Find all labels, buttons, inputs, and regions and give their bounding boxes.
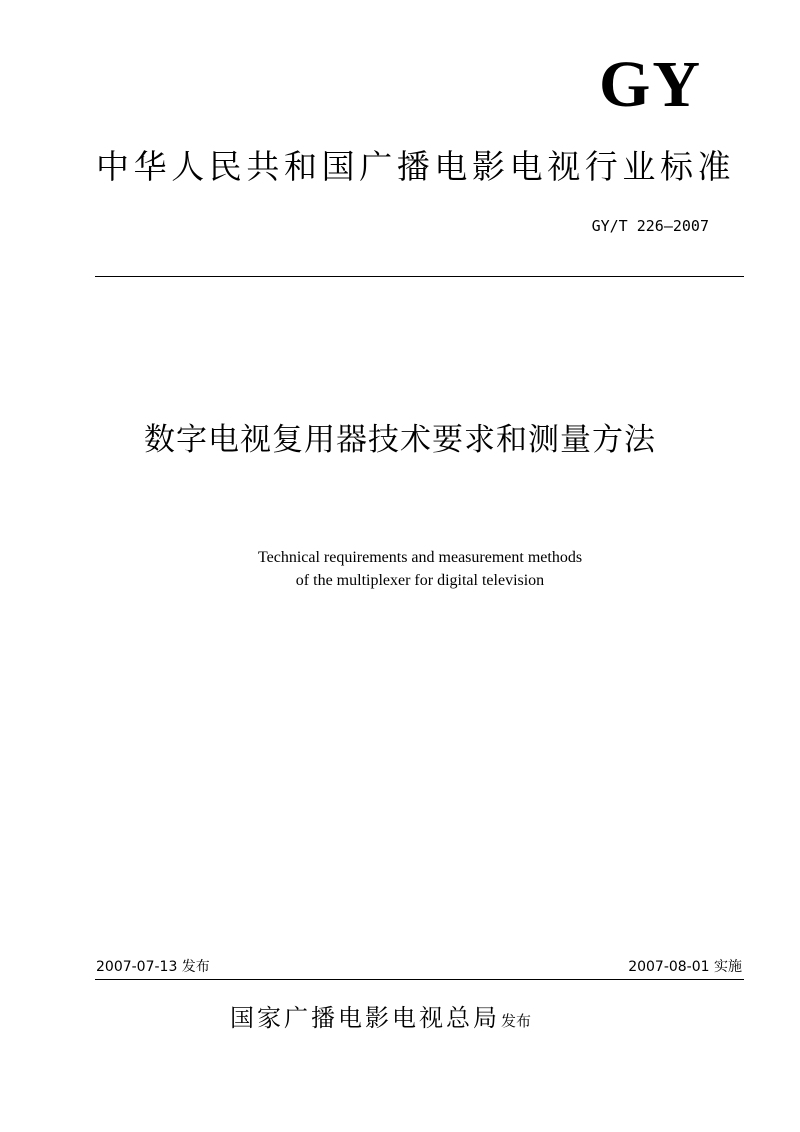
publisher-name: 国家广播电影电视总局 (230, 1004, 500, 1032)
gy-logo: GY (599, 48, 702, 121)
publisher-suffix: 发布 (501, 1012, 532, 1030)
document-title-english (0, 546, 800, 592)
implementation-date: 2007-08-01 实施 (628, 959, 742, 975)
top-divider (95, 276, 744, 277)
standard-category-title: 中华人民共和国广播电影电视行业标准 (96, 147, 736, 186)
bottom-divider (95, 979, 744, 980)
english-title-line-2: of the multiplexer for digital television (295, 572, 545, 589)
issue-date: 2007-07-13 发布 (96, 959, 210, 975)
standard-number: GY/T 226—2007 (591, 217, 709, 235)
publisher (230, 1006, 531, 1030)
document-title-chinese: 数字电视复用器技术要求和测量方法 (144, 422, 656, 458)
english-title-line-1: Technical requirements and measurement methods (257, 549, 583, 566)
